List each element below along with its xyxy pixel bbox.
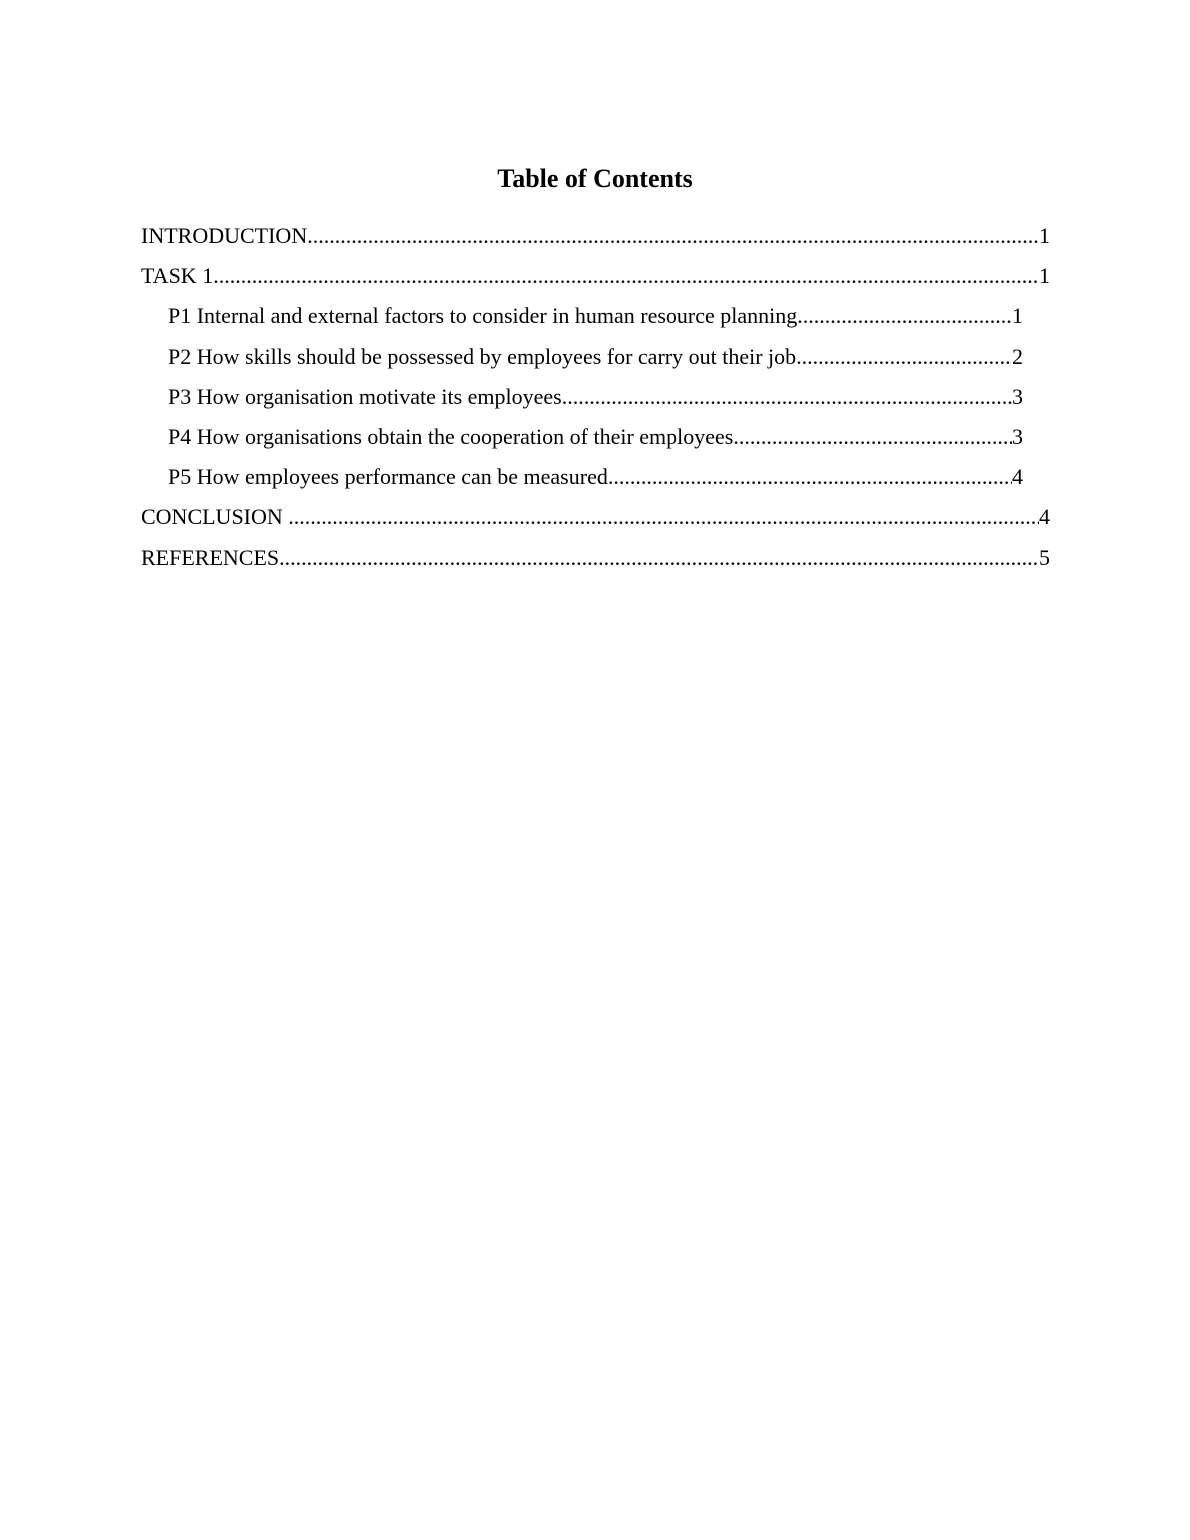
toc-dot-leader [307,220,1039,252]
toc-page-number: 1 [1039,263,1050,289]
toc-entry-label: P1 Internal and external factors to consider in human resource planning [168,303,798,329]
toc-list [0,220,1190,582]
toc-dot-leader [796,341,1012,373]
toc-dot-leader [288,501,1039,533]
toc-entry-task-1[interactable] [141,260,1050,300]
toc-entry-introduction[interactable] [141,220,1050,260]
toc-page-number: 1 [1012,303,1023,329]
toc-dot-leader [213,260,1039,292]
toc-entry-p5[interactable] [168,461,1023,501]
toc-page-number: 2 [1012,343,1023,369]
toc-page-number: 3 [1012,423,1023,449]
toc-entry-p2[interactable] [168,341,1023,381]
toc-entry-label: INTRODUCTION [141,223,308,248]
toc-entry-label: TASK 1 [141,263,214,289]
toc-page-number: 1 [1039,223,1050,248]
toc-dot-leader [608,461,1012,493]
toc-dot-leader [279,542,1039,574]
toc-entry-references[interactable] [141,542,1050,582]
toc-dot-leader [562,381,1012,413]
toc-page-number: 4 [1039,504,1050,530]
toc-entry-p1[interactable] [168,300,1023,340]
toc-dot-leader [733,421,1012,453]
toc-entry-label: P3 How organisation motivate its employees [168,383,562,409]
toc-page-number: 3 [1012,383,1023,409]
toc-entry-p3[interactable] [168,381,1023,421]
toc-entry-label: P5 How employees performance can be measured [168,464,608,490]
toc-page-number: 4 [1012,464,1023,490]
toc-entry-p4[interactable] [168,421,1023,461]
toc-entry-conclusion[interactable] [141,501,1050,541]
toc-dot-leader [797,300,1012,332]
toc-entry-label: P4 How organisations obtain the cooperation of their employees [168,423,734,449]
toc-entry-label: CONCLUSION [141,504,289,530]
toc-title: Table of Contents [497,164,693,193]
toc-entry-label: P2 How skills should be possessed by employees for carry out their job [168,343,797,369]
toc-page-number: 5 [1039,544,1050,570]
toc-entry-label: REFERENCES [141,544,280,570]
